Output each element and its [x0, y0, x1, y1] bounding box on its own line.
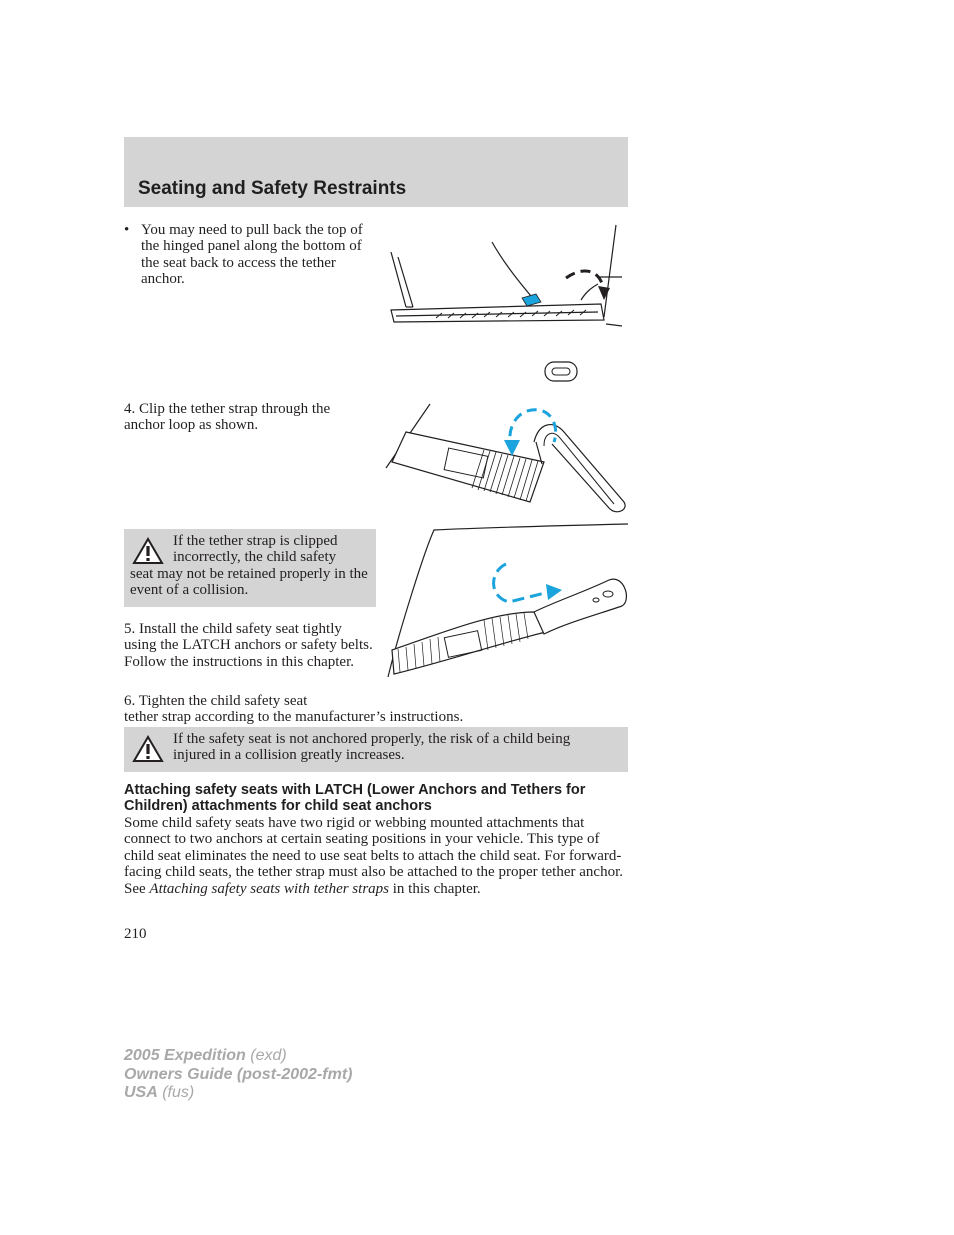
footer-market-code: (fus): [157, 1084, 195, 1101]
bullet-marker: •: [124, 222, 130, 238]
latch-body-paragraph: [124, 815, 630, 897]
footer-guide: Owners Guide (post-2002-fmt): [124, 1065, 353, 1083]
warning-triangle-icon: [132, 537, 164, 565]
latch-body-end: in this chapter.: [389, 880, 481, 897]
step-5-text: 5. Install the child safety seat tightly using the LATCH anchors or safety belts. Follow the instructions in this chapter.: [124, 621, 373, 670]
warning-text-line2: seat may not be retained properly in the event of a collision.: [130, 566, 368, 599]
document-footer: [124, 1047, 352, 1103]
footer-model: 2005 Expedition: [124, 1047, 246, 1064]
warning-text-line1: If the tether strap is clipped incorrectly, the child safety: [173, 533, 338, 566]
hinged-panel-illustration: [386, 222, 631, 387]
warning-box-anchoring: [124, 727, 628, 772]
footer-market: USA: [124, 1084, 158, 1101]
step-6-text-part2: tether strap according to the manufacturer’s instructions.: [124, 709, 464, 725]
section-title: Seating and Safety Restraints: [138, 178, 407, 199]
step-6-text-part1: 6. Tighten the child safety seat: [124, 693, 308, 709]
latch-cross-reference: Attaching safety seats with tether straps: [149, 880, 389, 897]
warning-text: If the safety seat is not anchored properly, the risk of a child being injured in a collision greatly increases.: [173, 731, 571, 764]
footer-line-1: [124, 1047, 352, 1066]
step-4-text: 4. Clip the tether strap through the anchor loop as shown.: [124, 401, 331, 434]
page-number: 210: [124, 926, 147, 942]
tether-clip-illustration: [384, 402, 632, 522]
warning-triangle-icon: [132, 735, 164, 763]
latch-body-start: Some child safety seats have two rigid or webbing mounted attachments that connect to two anchors at certain seating positions in your vehicle. This type of child seat eliminates the need to use seat belts to attach the child seat. For forward-facing child seats, the tether strap must also be attached to the proper tether anchor. See: [124, 815, 623, 897]
footer-model-code: (exd): [245, 1047, 287, 1064]
bullet-text: You may need to pull back the top of the hinged panel along the bottom of the seat back to access the tether anchor.: [141, 222, 363, 288]
latch-heading: Attaching safety seats with LATCH (Lower Anchors and Tethers for Children) attachments for child seat anchors: [124, 782, 586, 814]
footer-line-3: [124, 1084, 352, 1103]
tether-tighten-illustration: [384, 522, 632, 682]
warning-box-tether-clip: [124, 529, 376, 607]
footer-line-2: [124, 1066, 352, 1085]
